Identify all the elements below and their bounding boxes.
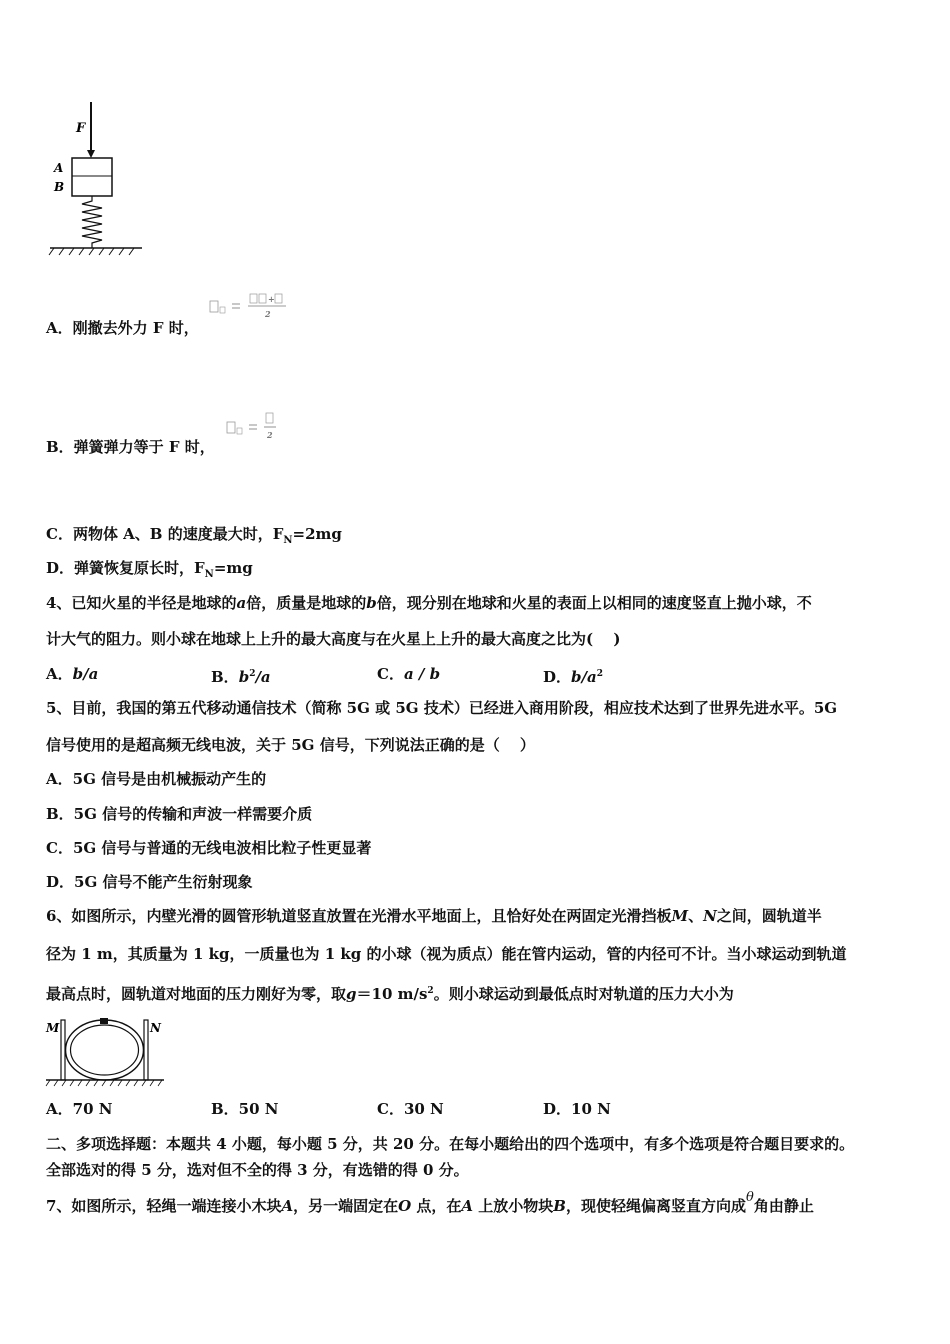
- q5-option-c: C．5G 信号与普通的无线电波相比粒子性更显著: [46, 839, 372, 857]
- q4-stem-line-2: 计大气的阻力。则小球在地球上上升的最大高度与在火星上上升的最大高度之比为( ): [46, 630, 621, 648]
- svg-text:2: 2: [267, 430, 273, 440]
- q4-option-a: A．b/a: [46, 665, 99, 683]
- label-a: A: [54, 161, 64, 175]
- formula-a-image: [208, 293, 292, 321]
- q6-option-a: A．70 N: [46, 1100, 113, 1118]
- q6-stem-line-2: 径为 1 m，其质量为 1 kg，一质量也为 1 kg 的小球（视为质点）能在管内运动，管的内径可不计。当小球运动到轨道: [46, 945, 847, 963]
- q3-option-b: B．弹簧弹力等于 F 时，: [46, 438, 215, 456]
- q6-option-d: D．10 N: [543, 1100, 611, 1118]
- svg-text:+: +: [268, 294, 275, 304]
- q5-stem-line-1: 5、目前，我国的第五代移动通信技术（简称 5G 或 5G 技术）已经进入商用阶段，相应技术达到了世界先进水平。5G: [46, 699, 838, 717]
- q4-option-c: C．a / b: [377, 665, 441, 683]
- q4-option-b: B．$b^2/a$: [211, 668, 271, 686]
- q6-option-c: C．30 N: [377, 1100, 444, 1118]
- q5-option-a: A．5G 信号是由机械振动产生的: [46, 770, 267, 788]
- q6-stem-line-1: 6、如图所示，内壁光滑的圆管形轨道竖直放置在光滑水平地面上，且恰好处在两固定光滑挡板M、N之间，圆轨道半: [46, 907, 822, 925]
- q6-option-b: B．50 N: [211, 1100, 279, 1118]
- circular-tube-figure: [42, 1012, 168, 1088]
- theta-symbol: θ: [746, 1190, 754, 1205]
- label-n: N: [150, 1021, 161, 1035]
- q7-stem-line-1: 7、如图所示，轻绳一端连接小木块A，另一端固定在O 点，在A 上放小物块B，现使轻绳偏离竖直方向成θ角由静止: [46, 1190, 814, 1215]
- svg-text:2: 2: [265, 309, 271, 319]
- q4-stem-line-1: 4、已知火星的半径是地球的a倍，质量是地球的b倍，现分别在地球和火星的表面上以相同的速度竖直上抛小球，不: [46, 594, 812, 612]
- q3-option-a: A．刚撤去外力 F 时，: [46, 319, 199, 337]
- q4-option-d: D．$b/a^2$: [543, 668, 603, 686]
- label-m: M: [46, 1021, 60, 1035]
- label-f: F: [76, 121, 86, 136]
- label-b: B: [54, 180, 65, 194]
- q3-option-c: C．两物体 A、B 的速度最大时，$F_N=2mg$: [46, 525, 342, 546]
- q5-option-b: B．5G 信号的传输和声波一样需要介质: [46, 805, 313, 823]
- q3-option-d: D．弹簧恢复原长时，$F_N=mg$: [46, 559, 253, 580]
- q6-stem-line-3: 最高点时，圆轨道对地面的压力刚好为零，取g＝10 $m/s^2$。则小球运动到最低点时对轨道的压力大小为: [46, 985, 734, 1003]
- section2-heading-line-2: 全部选对的得 5 分，选对但不全的得 3 分，有选错的得 0 分。: [46, 1161, 469, 1179]
- section2-heading-line-1: 二、多项选择题：本题共 4 小题，每小题 5 分，共 20 分。在每小题给出的四个选项中，有多个选项是符合题目要求的。: [46, 1135, 855, 1153]
- spring-block-figure: [40, 98, 150, 260]
- formula-b-image: [225, 412, 285, 442]
- q5-stem-line-2: 信号使用的是超高频无线电波，关于 5G 信号，下列说法正确的是（ ）: [46, 736, 535, 754]
- q5-option-d: D．5G 信号不能产生衍射现象: [46, 873, 253, 891]
